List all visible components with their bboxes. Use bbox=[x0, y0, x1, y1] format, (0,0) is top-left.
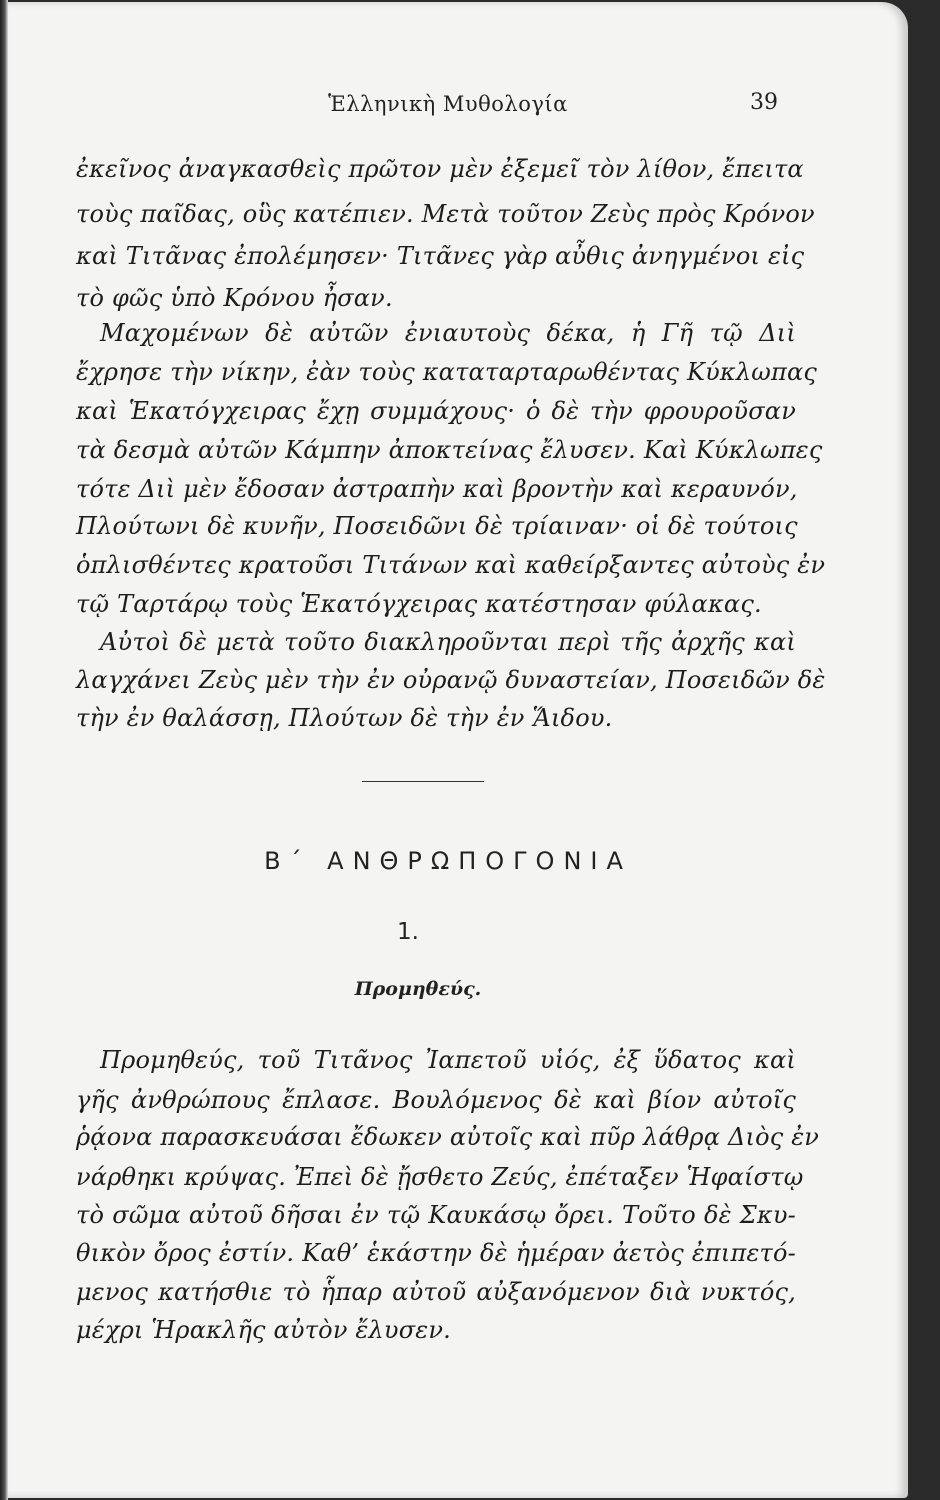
book-spine-edge bbox=[0, 0, 8, 1500]
text-line: καὶ Τιτᾶνας ἐπολέμησεν· Τιτᾶνες γὰρ αὖθις ἀνηγμένοι εἰς bbox=[76, 242, 805, 270]
text-line: τὰ δεσμὰ αὐτῶν Κάμπην ἀποκτείνας ἔλυσεν. Καὶ Κύκλωπες bbox=[76, 436, 823, 464]
text-line: λαγχάνει Ζεὺς μὲν τὴν ἐν οὐρανῷ δυναστείαν, Ποσειδῶν δὲ bbox=[76, 666, 826, 694]
text-line: τοὺς παῖδας, οὓς κατέπιεν. Μετὰ τοῦτον Ζεὺς πρὸς Κρόνον bbox=[76, 200, 815, 228]
section-divider bbox=[362, 781, 484, 782]
text-line: μέχρι Ἡρακλῆς αὐτὸν ἔλυσεν. bbox=[76, 1316, 451, 1344]
text-line: Πλούτωνι δὲ κυνῆν, Ποσειδῶνι δὲ τρίαιναν· οἱ δὲ τούτοις bbox=[76, 512, 798, 540]
running-title: Ἑλληνικὴ Μυθολογία bbox=[328, 92, 568, 116]
text-line: τὸ φῶς ὑπὸ Κρόνου ἦσαν. bbox=[76, 284, 393, 312]
text-line: ὁπλισθέντες κρατοῦσι Τιτάνων καὶ καθείρξαντες αὐτοὺς ἐν bbox=[76, 551, 826, 579]
text-line: καὶ Ἑκατόγχειρας ἔχῃ συμμάχους· ὁ δὲ τὴν φρουροῦσαν bbox=[76, 397, 796, 425]
text-line: ἐκεῖνος ἀναγκασθεὶς πρῶτον μὲν ἐξεμεῖ τὸν λίθον, ἔπειτα bbox=[76, 155, 804, 183]
text-line: θικὸν ὄρος ἐστίν. Καθ’ ἑκάστην δὲ ἡμέραν ἀετὸς ἐπιπετό- bbox=[76, 1239, 796, 1267]
section-number: 1. bbox=[397, 919, 419, 945]
text-line: Προμηθεύς, τοῦ Τιτᾶνος Ἰαπετοῦ υἱός, ἐξ ὕδατος καὶ bbox=[100, 1046, 796, 1074]
book-page bbox=[8, 2, 908, 1498]
text-line: ῥᾴονα παρασκευάσαι ἔδωκεν αὐτοῖς καὶ πῦρ λάθρᾳ Διὸς ἐν bbox=[76, 1123, 820, 1151]
text-line: ἔχρησε τὴν νίκην, ἐὰν τοὺς καταταρταρωθέντας Κύκλωπας bbox=[76, 358, 818, 386]
text-line: Αὐτοὶ δὲ μετὰ τοῦτο διακληροῦνται περὶ τῆς ἀρχῆς καὶ bbox=[100, 628, 796, 656]
text-line: γῆς ἀνθρώπους ἔπλασε. Βουλόμενος δὲ καὶ βίον αὐτοῖς bbox=[76, 1086, 796, 1114]
section-subtitle: Προμηθεύς. bbox=[354, 978, 482, 1000]
text-line: τὴν ἐν θαλάσσῃ, Πλούτων δὲ τὴν ἐν Ἅιδου. bbox=[76, 704, 613, 732]
text-line: τότε Διὶ μὲν ἔδοσαν ἀστραπὴν καὶ βροντὴν καὶ κεραυνόν, bbox=[76, 475, 798, 503]
page-number: 39 bbox=[750, 90, 778, 115]
text-line: νάρθηκι κρύψας. Ἐπεὶ δὲ ᾔσθετο Ζεύς, ἐπέταξεν Ἡφαίστῳ bbox=[76, 1163, 804, 1191]
text-line: μενος κατήσθιε τὸ ἧπαρ αὐτοῦ αὐξανόμενον διὰ νυκτός, bbox=[76, 1278, 796, 1306]
text-line: Μαχομένων δὲ αὐτῶν ἐνιαυτοὺς δέκα, ἡ Γῆ τῷ Διὶ bbox=[100, 319, 796, 347]
text-line: τῷ Ταρτάρῳ τοὺς Ἑκατόγχειρας κατέστησαν φύλακας. bbox=[76, 590, 762, 618]
section-title: Β΄ ΑΝΘΡΩΠΟΓΟΝΙΑ bbox=[264, 847, 632, 875]
text-line: τὸ σῶμα αὐτοῦ δῆσαι ἐν τῷ Καυκάσῳ ὄρει. Τοῦτο δὲ Σκυ- bbox=[76, 1201, 796, 1229]
